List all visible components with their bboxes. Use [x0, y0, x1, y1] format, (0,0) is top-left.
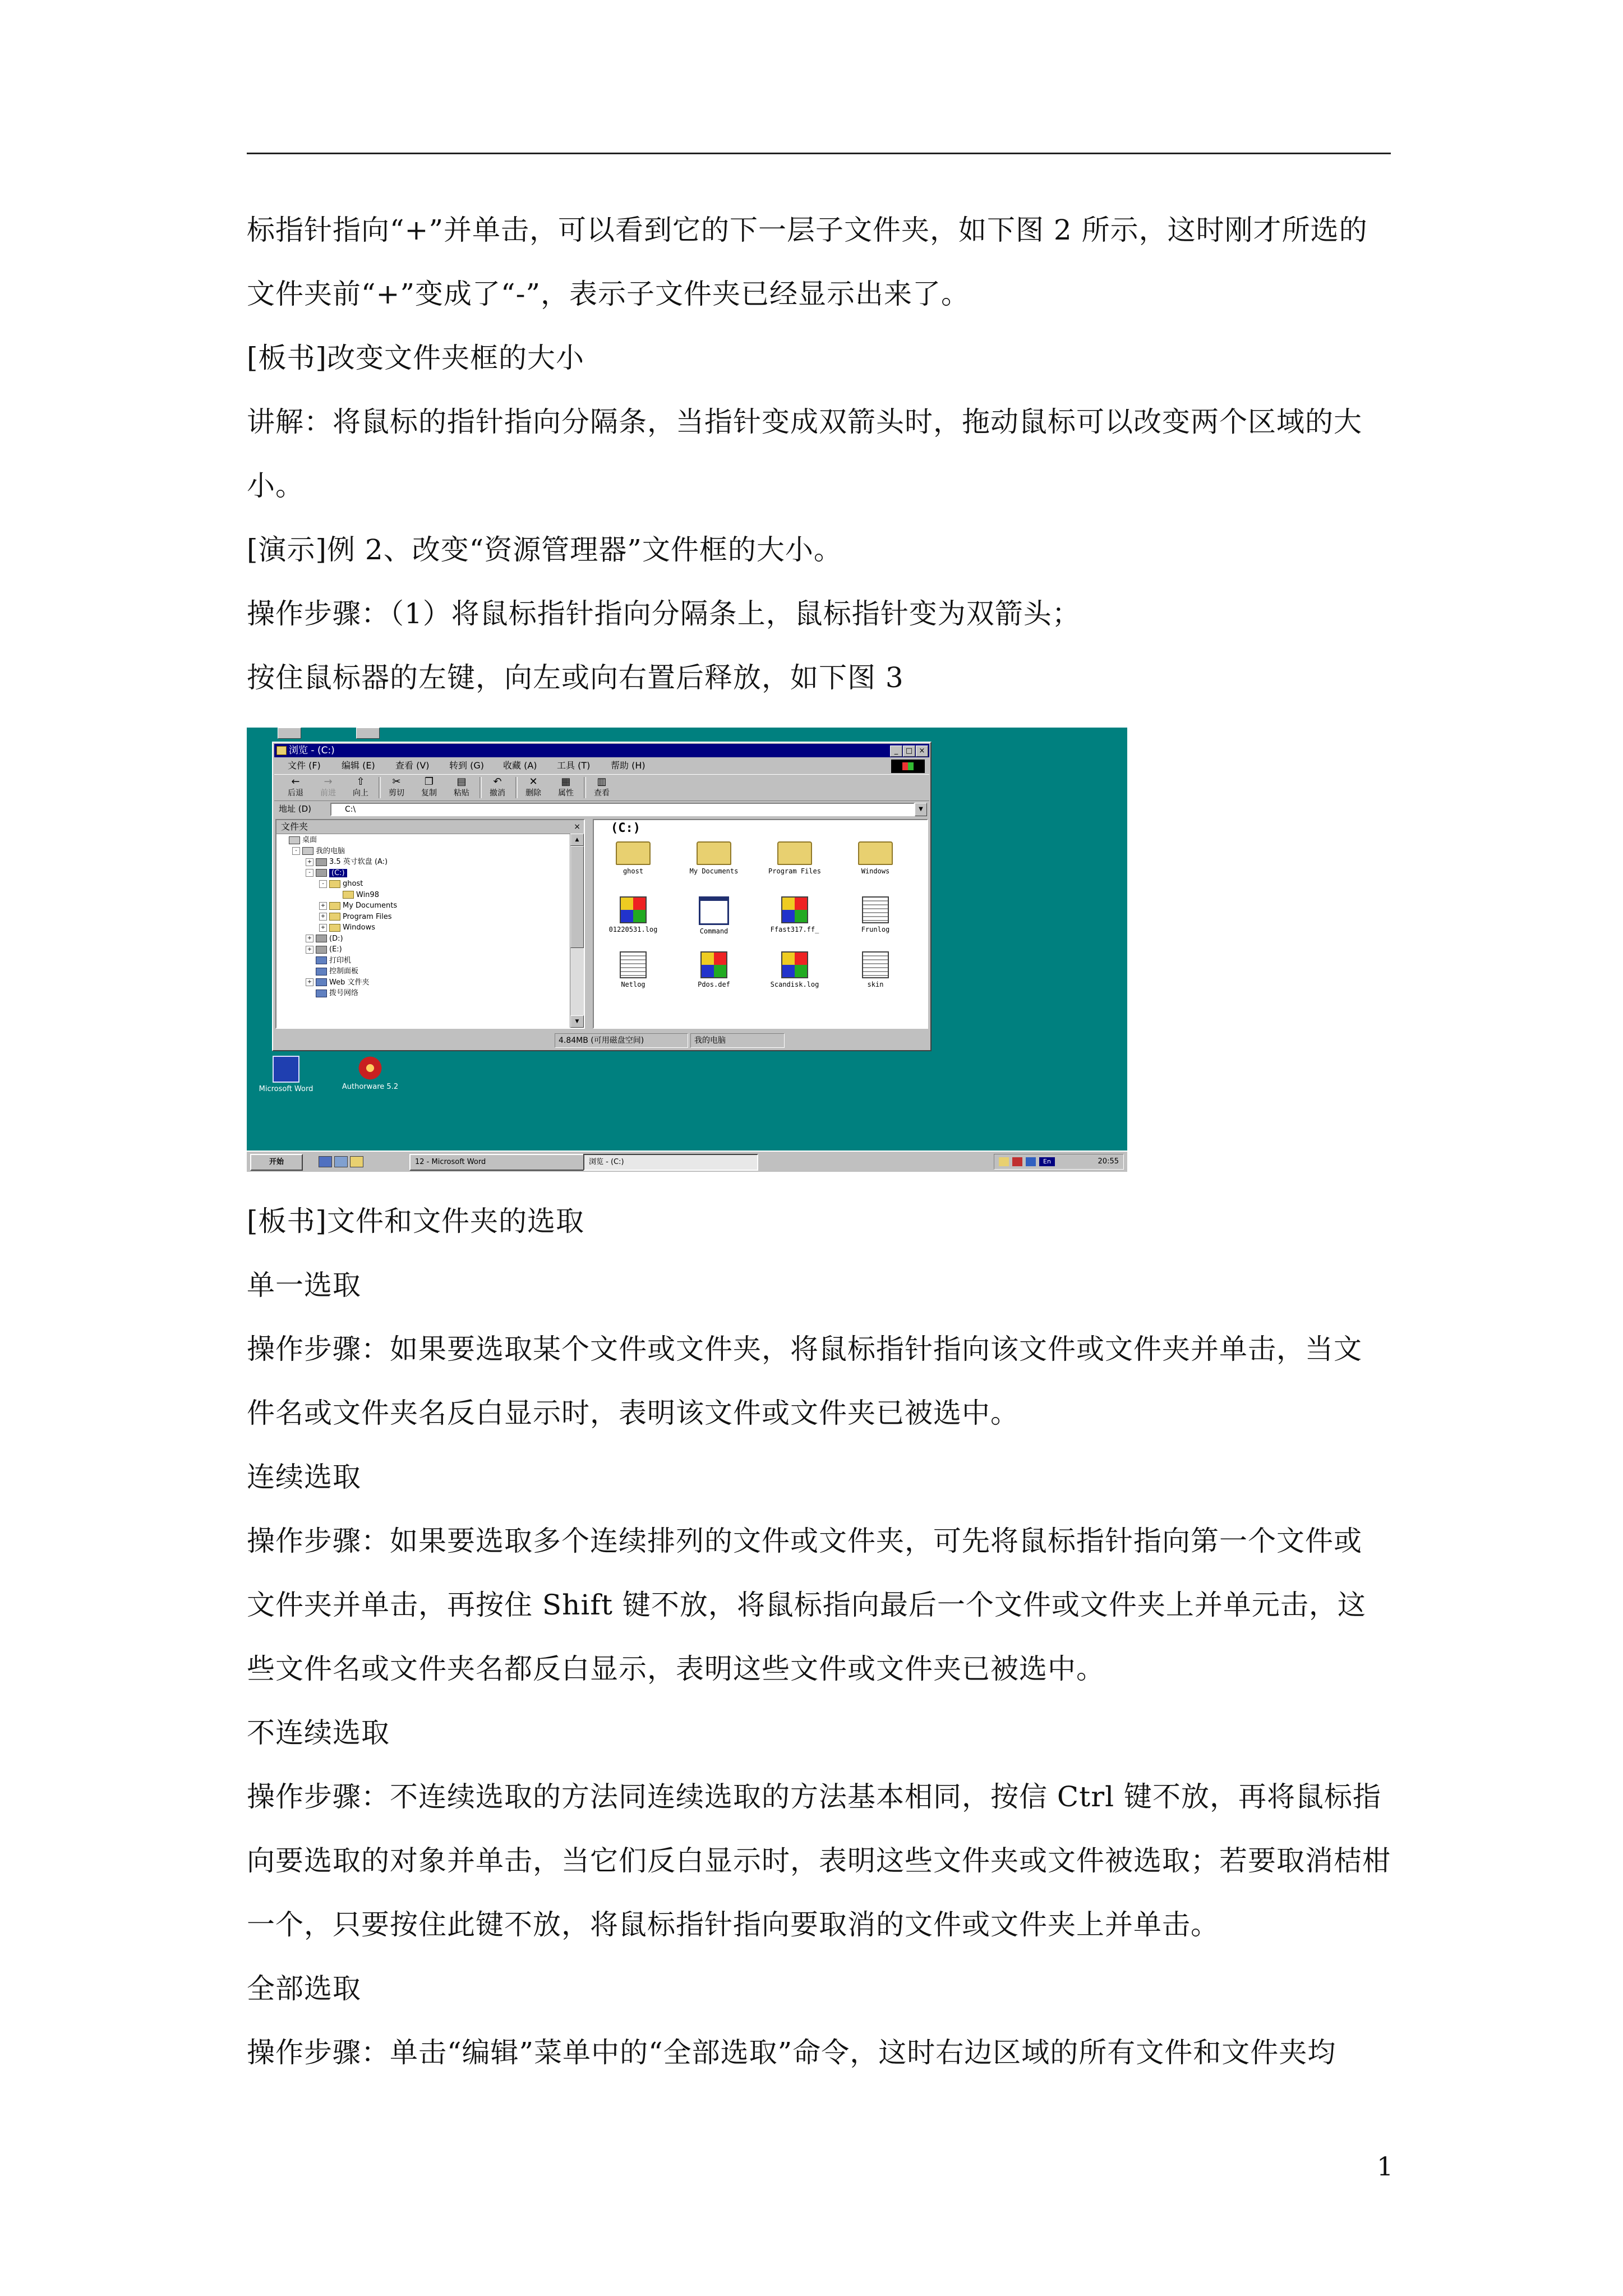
file-label: skin: [867, 981, 884, 988]
tree-pane-title: 文件夹: [281, 821, 308, 832]
file-label: My Documents: [689, 867, 739, 875]
collapse-icon[interactable]: -: [306, 869, 313, 877]
menu-view[interactable]: 查看 (V): [395, 760, 430, 771]
folder-file-icon: [697, 841, 731, 865]
tray-app-icon[interactable]: [999, 1157, 1009, 1166]
paragraph-line: 些文件名或文件夹名都反白显示，表明这些文件或文件夹已被选中。: [247, 1653, 1105, 1685]
tree-item[interactable]: [279, 900, 568, 912]
tree-item[interactable]: [279, 890, 568, 901]
scroll-down-icon[interactable]: ▼: [570, 1015, 584, 1028]
tree-item[interactable]: [279, 857, 568, 868]
scroll-up-icon[interactable]: ▲: [570, 834, 584, 846]
tree-item[interactable]: [279, 988, 568, 999]
file-view-pane: [593, 819, 928, 1029]
tree-item-label: 打印机: [329, 956, 352, 965]
tree-item[interactable]: [279, 922, 568, 933]
delete-button[interactable]: ✕ 删除: [518, 776, 549, 799]
tree-item[interactable]: [279, 835, 568, 846]
minimize-button[interactable]: _: [890, 746, 902, 757]
taskbar-clock: 20:55: [1098, 1157, 1119, 1166]
expand-icon[interactable]: +: [319, 902, 327, 910]
heading-board: [板书]文件和文件夹的选取: [247, 1205, 585, 1237]
subheading: 连续选取: [247, 1461, 361, 1493]
tree-item[interactable]: [279, 933, 568, 945]
explorer-window: [272, 742, 932, 1051]
properties-button[interactable]: ▦ 属性: [550, 776, 582, 799]
tree-item-label: 拨号网络: [329, 989, 359, 997]
tree-item-label: My Documents: [343, 901, 398, 910]
special-icon: [316, 968, 327, 976]
paragraph-line: [演示]例 2、改变“资源管理器”文件框的大小。: [247, 533, 842, 566]
tray-app-icon[interactable]: [1012, 1157, 1022, 1166]
authorware-icon: [358, 1056, 382, 1080]
file-label: Command: [699, 927, 728, 935]
file-item[interactable]: [600, 951, 667, 1002]
menu-edit[interactable]: 编辑 (E): [342, 760, 375, 771]
channel-icon[interactable]: [350, 1156, 363, 1167]
system-tray: [994, 1154, 1124, 1170]
scrollbar-thumb[interactable]: [570, 846, 584, 948]
file-label: Frunlog: [861, 926, 890, 933]
special-icon: [316, 956, 327, 964]
special-icon: [316, 978, 327, 986]
folder-icon: [343, 891, 354, 899]
tree-item-label: ghost: [343, 880, 363, 888]
file-item[interactable]: [842, 841, 909, 892]
address-bar: [274, 801, 929, 817]
file-label: Pdos.def: [698, 981, 730, 988]
drive-icon: [316, 858, 327, 866]
tree-item-label: Windows: [343, 923, 376, 932]
desktop-top-button: [356, 728, 380, 739]
address-label: 地址 (D): [279, 804, 312, 814]
header-rule: [247, 153, 1391, 154]
file-label: Program Files: [768, 867, 821, 875]
figure-explorer-screenshot: [247, 728, 1127, 1172]
menu-goto[interactable]: 转到 (G): [449, 760, 484, 771]
subheading: 不连续选取: [247, 1717, 390, 1749]
paragraph-line: 小。: [247, 470, 304, 502]
paragraph-line: 件名或文件夹名反白显示时，表明该文件或文件夹已被选中。: [247, 1397, 1019, 1429]
paragraph-line: 操作步骤：单击“编辑”菜单中的“全部选取”命令，这时右边区域的所有文件和文件夹均: [247, 2036, 1336, 2069]
clipboard-icon: ▤: [457, 776, 467, 788]
folder-icon: [276, 746, 287, 755]
file-label: Windows: [861, 867, 890, 875]
app-file-icon: [699, 896, 729, 925]
collapse-icon[interactable]: -: [292, 847, 300, 855]
tree-item-label: 3.5 英寸软盘 (A:): [329, 858, 388, 866]
file-label: Scandisk.log: [770, 981, 819, 988]
tree-item[interactable]: [279, 955, 568, 967]
special-icon: [316, 990, 327, 997]
paragraph-line: 文件夹前“+”变成了“-”，表示子文件夹已经显示出来了。: [247, 278, 970, 310]
file-item[interactable]: [680, 896, 748, 947]
copy-button[interactable]: ❐ 复制: [413, 776, 445, 799]
paragraph-line: 讲解：将鼠标的指针指向分隔条，当指针变成双箭头时，拖动鼠标可以改变两个区域的大: [247, 406, 1362, 438]
tree-item[interactable]: [279, 912, 568, 923]
taskbar-button-explorer[interactable]: 浏览 - (C:): [583, 1154, 758, 1171]
collapse-icon[interactable]: -: [319, 880, 327, 888]
taskbar-button-word[interactable]: 12 - Microsoft Word: [409, 1154, 584, 1171]
folder-icon: [329, 902, 340, 910]
folder-icon: [329, 913, 340, 921]
file-item[interactable]: [761, 841, 828, 892]
tree-item-label: (C:): [329, 869, 347, 877]
forward-arrow-icon: →: [324, 776, 333, 788]
tree-item[interactable]: [279, 878, 568, 890]
tree-item[interactable]: [279, 846, 568, 857]
desktop-icon-word[interactable]: Microsoft Word: [252, 1056, 320, 1094]
word-icon: [273, 1056, 299, 1083]
views-button[interactable]: ▥ 查看: [586, 776, 617, 799]
scissors-icon: ✂: [392, 776, 401, 788]
desktop-top-button: [278, 728, 301, 739]
file-item[interactable]: [600, 841, 667, 892]
back-button[interactable]: ← 后退: [280, 776, 311, 799]
color-file-icon: [781, 896, 808, 923]
up-button[interactable]: ⇧ 向上: [345, 776, 376, 799]
tree-item[interactable]: [279, 977, 568, 988]
log-file-icon: [862, 896, 889, 923]
expand-icon[interactable]: +: [306, 946, 313, 954]
expand-icon[interactable]: +: [306, 935, 313, 942]
view-title: (C:): [611, 821, 640, 835]
pane-splitter[interactable]: [587, 819, 591, 1027]
tree-item[interactable]: [279, 944, 568, 955]
file-label: Ffast317.ff_: [770, 926, 819, 933]
file-item[interactable]: [761, 896, 828, 947]
forward-button[interactable]: → 前进: [312, 776, 344, 799]
subheading: 单一选取: [247, 1269, 361, 1301]
file-item[interactable]: [842, 951, 909, 1002]
paragraph-line: 操作步骤：不连续选取的方法同连续选取的方法基本相同，按信 Ctrl 键不放，再将鼠标指: [247, 1780, 1382, 1813]
color-file-icon: [620, 896, 647, 923]
file-item[interactable]: [680, 841, 748, 892]
folder-file-icon: [616, 841, 651, 865]
paragraph-line: 文件夹并单击，再按住 Shift 键不放，将鼠标指向最后一个文件或文件夹上并单元击，这: [247, 1589, 1366, 1621]
toolbar: [274, 774, 929, 801]
file-item[interactable]: [842, 896, 909, 947]
window-titlebar[interactable]: [274, 744, 929, 757]
menu-help[interactable]: 帮助 (H): [611, 760, 645, 771]
folder-tree: [279, 835, 568, 999]
tree-item[interactable]: [279, 868, 568, 879]
status-location: 我的电脑: [690, 1033, 785, 1048]
status-free-space: 4.84MB (可用磁盘空间): [555, 1033, 688, 1048]
folder-icon: [329, 880, 340, 888]
view-grid-icon: ▥: [597, 776, 607, 788]
chevron-down-icon[interactable]: ▼: [915, 803, 927, 816]
drive-icon: [316, 946, 327, 954]
folder-icon: [329, 924, 340, 932]
paste-button[interactable]: ▤ 粘贴: [446, 776, 477, 799]
file-label: Netlog: [621, 981, 645, 988]
tree-item-label: 桌面: [302, 836, 317, 844]
page-number: 1: [1377, 2151, 1394, 2182]
browser-icon[interactable]: [319, 1156, 332, 1167]
color-file-icon: [700, 951, 727, 978]
color-file-icon: [781, 951, 808, 978]
file-item[interactable]: [680, 951, 748, 1002]
back-arrow-icon: ←: [291, 776, 300, 788]
undo-icon: ↶: [493, 776, 502, 788]
delete-x-icon: ✕: [529, 776, 538, 788]
file-item[interactable]: [600, 896, 667, 947]
folder-file-icon: [777, 841, 812, 865]
paragraph-line: 标指针指向“+”并单击，可以看到它的下一层子文件夹，如下图 2 所示，这时刚才所选的: [247, 214, 1368, 246]
properties-icon: ▦: [561, 776, 571, 788]
tree-item-label: (D:): [329, 934, 343, 943]
file-label: 01220531.log: [608, 926, 658, 933]
tree-item-label: 我的电脑: [316, 846, 345, 855]
up-folder-icon: ⇧: [356, 776, 365, 788]
tree-item-label: Win98: [356, 890, 379, 899]
file-label: ghost: [623, 867, 644, 875]
taskbar: [247, 1151, 1127, 1172]
desktop-icon[interactable]: [334, 1156, 348, 1167]
tree-item-label: 控制面板: [329, 967, 359, 976]
tree-item-label: Program Files: [343, 912, 392, 921]
log-file-icon: [862, 951, 889, 978]
drive-icon: [316, 869, 327, 877]
vertical-scrollbar[interactable]: [570, 834, 584, 1028]
tray-language-indicator[interactable]: En: [1039, 1157, 1055, 1166]
maximize-button[interactable]: □: [903, 746, 915, 757]
pc-icon: [289, 836, 300, 844]
subheading: 全部选取: [247, 1972, 361, 2005]
paragraph-line: 操作步骤：如果要选取多个连续排列的文件或文件夹，可先将鼠标指针指向第一个文件或: [247, 1525, 1362, 1557]
expand-icon[interactable]: +: [306, 858, 313, 866]
close-icon[interactable]: ×: [574, 822, 580, 831]
status-bar: [274, 1032, 929, 1049]
window-title: 浏览 - (C:): [289, 745, 335, 756]
paragraph-line: 按住鼠标器的左键，向左或向右置后释放，如下图 3: [247, 661, 904, 694]
expand-icon[interactable]: +: [319, 913, 327, 921]
paragraph-line: 一个，只要按住此键不放，将鼠标指针指向要取消的文件或文件夹上并单击。: [247, 1908, 1219, 1941]
paragraph-line: 操作步骤：（1）将鼠标指针指向分隔条上，鼠标指针变为双箭头；: [247, 597, 1081, 630]
cut-button[interactable]: ✂ 剪切: [381, 776, 412, 799]
tray-network-icon[interactable]: [1026, 1157, 1036, 1166]
menu-favorites[interactable]: 收藏 (A): [503, 760, 537, 771]
expand-icon[interactable]: +: [319, 924, 327, 932]
paragraph-line: 操作步骤：如果要选取某个文件或文件夹，将鼠标指针指向该文件或文件夹并单击，当文: [247, 1333, 1362, 1365]
heading-board: [板书]改变文件夹框的大小: [247, 342, 585, 374]
tree-item-label: (E:): [329, 945, 342, 954]
log-file-icon: [620, 951, 647, 978]
menu-file[interactable]: 文件 (F): [288, 760, 321, 771]
folder-tree-pane: [275, 819, 585, 1029]
address-input[interactable]: C:\: [330, 803, 915, 816]
drive-icon: [316, 935, 327, 942]
close-button[interactable]: ×: [916, 746, 928, 757]
menu-bar: [274, 758, 929, 773]
paragraph-line: 向要选取的对象并单击，当它们反白显示时，表明这些文件夹或文件被选取；若要取消桔柑: [247, 1844, 1391, 1877]
tree-item-label: Web 文件夹: [329, 978, 370, 987]
folder-file-icon: [858, 841, 893, 865]
tree-item[interactable]: [279, 966, 568, 977]
tree-pane-header: [276, 820, 584, 834]
expand-icon[interactable]: +: [306, 978, 313, 986]
menu-tools[interactable]: 工具 (T): [557, 760, 591, 771]
pc-icon: [302, 847, 313, 855]
windows-logo-icon: [891, 760, 925, 773]
copy-icon: ❐: [424, 776, 434, 788]
start-button[interactable]: 开始: [250, 1154, 303, 1171]
file-item[interactable]: [761, 951, 828, 1002]
undo-button[interactable]: ↶ 撤消: [482, 776, 513, 799]
desktop-icon-authorware[interactable]: Authorware 5.2: [336, 1056, 404, 1092]
